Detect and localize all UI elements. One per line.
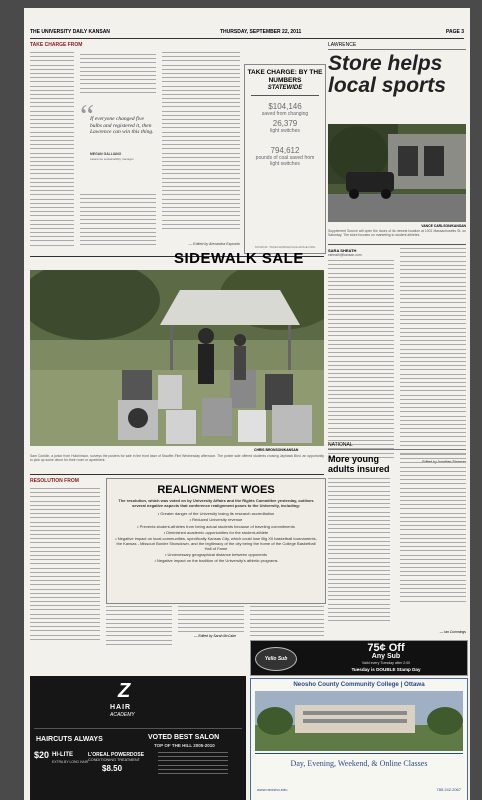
z-hair-loreal-sub: CONDITIONING TREATMENT	[88, 758, 140, 762]
storefront-photo	[328, 124, 466, 222]
z-hair-ad[interactable]	[30, 676, 246, 800]
z-hair-loreal-price: $8.50	[102, 764, 123, 773]
poster-sale-illustration	[30, 270, 324, 446]
national-text-col1	[328, 478, 390, 625]
sidewalk-sale-photo	[30, 270, 324, 446]
z-hair-logo: Z	[118, 680, 131, 702]
z-hair-headline: HAIRCUTS ALWAYS	[36, 736, 103, 743]
box-source: SOURCE: TAKECHARGECHALLENGE.ORG	[254, 245, 316, 249]
realignment-bullet: • Diminished academic opportunities for the student-athlete	[163, 529, 269, 535]
header-date: THURSDAY, SEPTEMBER 22, 2011	[220, 29, 302, 35]
stat-savings-label: saved from changing	[261, 111, 309, 117]
national-credit: — Ian Cummings	[439, 630, 466, 634]
storefront-illustration	[328, 124, 466, 222]
story-text-col3	[162, 52, 240, 232]
realignment-bullet: • Negative impact on local communities, specifically Kansas City, which could lose Big XII basketball tournaments, the Kansas - Missouri Border Showdown, and the legitimacy of the city being the home of the College Basketball Hall of Fame	[115, 535, 317, 551]
resolution-story	[30, 478, 100, 638]
national-story	[328, 442, 466, 642]
stat-coal-value: 794,612	[270, 146, 300, 155]
z-hair-hilite-price: $20	[34, 750, 50, 760]
z-hair-logo-sub: HAIR	[110, 704, 132, 711]
story-text-col1	[30, 52, 74, 249]
pull-quote-attribution-title: Lawrence sustainability manager	[90, 157, 134, 161]
quote-mark-icon: “	[80, 97, 95, 133]
z-hair-logo-sub2: ACADEMY	[110, 712, 135, 718]
stat-savings-value: $104,146	[268, 102, 302, 111]
realignment-title: REALIGNMENT WOES	[157, 484, 275, 496]
yello-sub-offer-line4: Tuesday is DOUBLE Stamp Day	[351, 667, 421, 672]
realignment-bullet: • Greater danger of the University losing its research accreditation	[157, 511, 275, 517]
pull-quote-text: If everyone changed five bulbs and registered it, then Lawrence can win this thing.	[90, 116, 154, 135]
realignment-bullet: • Unnecessary geographical distance between opponents	[165, 552, 267, 558]
section-tag: LAWRENCE	[328, 42, 466, 50]
neosho-phone: 785.242.2067	[436, 787, 461, 792]
newspaper-page	[24, 8, 470, 800]
byline: SARA SHEATH	[328, 248, 357, 253]
lawrence-text-col2	[400, 248, 466, 457]
neosho-url: www.neosho.edu	[257, 787, 288, 792]
pull-quote-attribution: MEGAN GALLIANO	[90, 152, 122, 156]
page-header	[30, 26, 464, 39]
story-headline	[328, 53, 466, 97]
yello-sub-offer-line3: Valid every Tuesday after 2:00	[361, 661, 411, 665]
byline-email: ssheath@kansan.com	[328, 253, 362, 257]
headline-line-2: local sports	[328, 74, 446, 97]
yello-sub-ad[interactable]	[250, 640, 468, 676]
z-hair-hilite-sub: EXTRA BY LONG HAIR	[52, 760, 89, 764]
take-charge-numbers-box	[244, 64, 326, 254]
national-text-col2	[400, 454, 466, 605]
photo-caption: Supplement Source will open the doors of its newest location at 1001 Massachusetts St. on Saturday. The store focuses on marketing to student athletes.	[328, 229, 466, 238]
story-text-col2-top	[80, 54, 156, 96]
z-hair-fine-print	[158, 752, 228, 777]
story-credit: — Edited by Alexandra Esposito	[188, 242, 240, 246]
sidewalk-sale-headline: SIDEWALK SALE	[174, 250, 304, 267]
sidewalk-photo-caption: Sam Conklin, a junior from Hutchinson, surveys the posters for sale in the front lawn of Stauffer-Flint Wednesday afternoon. The poster sale offered students cruising Jayhawk Blvd. an opportunity to pick up some decor for their room or apartment.	[30, 454, 324, 463]
campus-building-illustration	[255, 691, 463, 751]
z-hair-voted-sub: TOP OF THE HILL 2005-2010	[154, 743, 215, 748]
yello-sub-logo	[255, 647, 297, 671]
z-hair-loreal: L'OREAL POWERDOSE	[88, 752, 145, 758]
story-kicker: TAKE CHARGE FROM	[30, 42, 83, 48]
realignment-bullet: • Reduced University revenue	[189, 517, 243, 523]
box-subtitle: STATEWIDE	[267, 85, 303, 91]
realignment-bullet: • Prevents student-athletes from being actual students because of traveling commitments	[137, 523, 295, 529]
realignment-box	[106, 478, 326, 604]
resolution-credit: — Edited by Sarah McCabe	[194, 634, 237, 638]
neosho-title: Neosho County Community College | Ottawa	[293, 681, 425, 688]
national-headline: More young adults insured	[328, 454, 390, 474]
header-page-number: PAGE 3	[446, 29, 464, 35]
national-tag: NATIONAL	[328, 442, 466, 450]
header-paper-name: THE UNIVERSITY DAILY KANSAN	[30, 29, 110, 35]
resolution-text-col3	[178, 606, 244, 635]
yello-sub-offer: 75¢ Off	[367, 642, 405, 654]
take-charge-story	[30, 42, 240, 252]
neosho-ad[interactable]	[250, 678, 468, 800]
neosho-tagline: Day, Evening, Weekend, & Online Classes	[290, 759, 428, 768]
neosho-campus-photo	[255, 691, 463, 751]
pull-quote	[80, 97, 156, 192]
box-title: TAKE CHARGE: BY THE NUMBERS	[247, 69, 323, 84]
resolution-kicker: RESOLUTION FROM	[30, 478, 79, 484]
realignment-bullets	[107, 511, 325, 563]
yello-sub-offer-line2: Any Sub	[371, 653, 401, 660]
lawrence-story	[328, 42, 466, 442]
headline-line-1: Store helps	[328, 52, 443, 75]
realignment-intro: The resolution, which was voted on by University Affairs and the Rights Committee yesterday, outlines several negative aspects that conference realignment poses to the University, including:	[118, 498, 314, 508]
z-hair-voted: VOTED BEST SALON	[148, 734, 220, 741]
lawrence-text-col1	[328, 260, 394, 461]
yello-sub-logo-text: Yello Sub	[264, 656, 288, 662]
story-text-col2-bottom	[80, 194, 156, 248]
realignment-bullet: • Negative impact on the tradition of the University's athletic programs	[154, 558, 278, 564]
stat-switches-label: light switches	[270, 128, 300, 134]
stat-switches-value: 26,379	[272, 119, 298, 128]
resolution-text	[30, 488, 100, 640]
photo-credit: VANCE CARLSON/KANSAN	[421, 224, 466, 228]
resolution-text-col2	[106, 606, 172, 648]
stat-coal-label: pounds of coal saved from light switches	[255, 155, 315, 167]
z-hair-hilite-label: HI-LITE	[52, 752, 73, 758]
sidewalk-photo-credit: CHRIS BRONSON/KANSAN	[254, 448, 299, 452]
